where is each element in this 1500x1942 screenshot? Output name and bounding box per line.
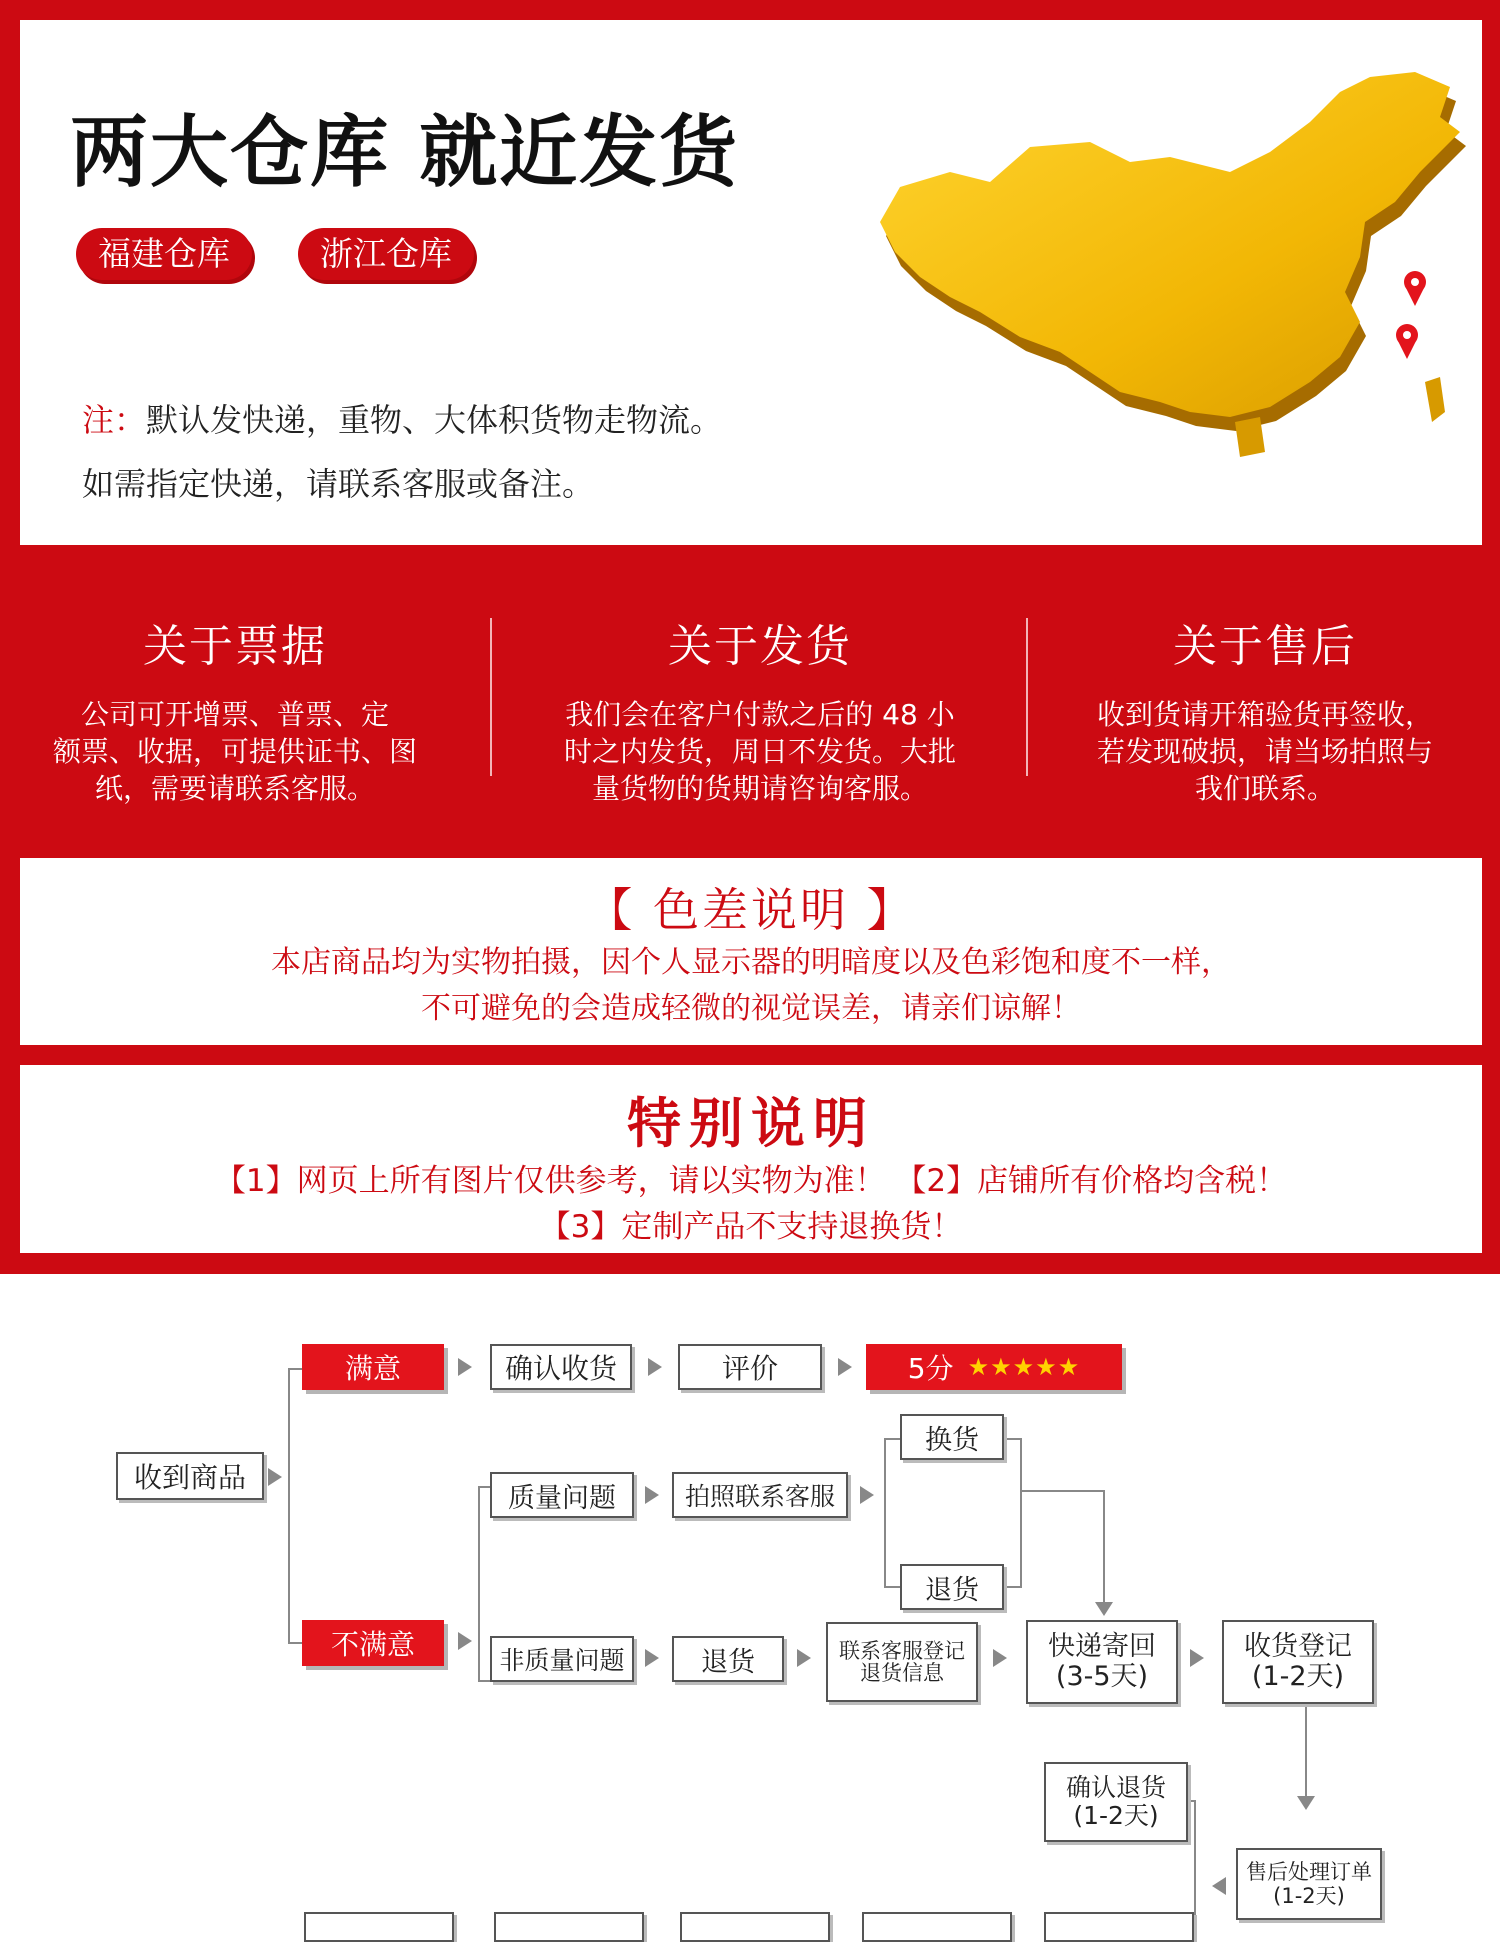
warehouse-panel — [20, 20, 1482, 545]
color-difference-line-2: 不可避免的会造成轻微的视觉误差，请亲们谅解！ — [421, 991, 1081, 1026]
exchange-step: 换货 — [900, 1414, 1004, 1460]
arrow-right-icon — [993, 1649, 1007, 1667]
connector — [884, 1586, 900, 1588]
unsatisfied-step: 不满意 — [302, 1620, 444, 1666]
color-difference-line-1: 本店商品均为实物拍摄，因个人显示器的明暗度以及色彩饱和度不一样， — [271, 945, 1231, 980]
after-sales-flowchart — [0, 1274, 1500, 1920]
page-title: 两大仓库 就近发货 — [70, 108, 740, 198]
shipping-line: 量货物的货期请咨询客服。 — [591, 772, 928, 805]
arrow-right-icon — [648, 1358, 662, 1376]
return-step: 退货 — [900, 1564, 1004, 1610]
connector — [478, 1486, 490, 1488]
arrow-right-icon — [458, 1358, 472, 1376]
special-notes-line-2: 【3】定制产品不支持退换货！ — [539, 1209, 963, 1245]
arrow-right-icon — [458, 1632, 472, 1650]
hainan-island — [1235, 417, 1265, 457]
color-difference-title: 【 色差说明 】 — [586, 883, 916, 937]
confirm-return-line-1: 确认退货 — [1065, 1773, 1166, 1802]
shipping-note — [82, 388, 722, 516]
connector — [1022, 1490, 1104, 1492]
confirm-return-line-2: (1-2天) — [1073, 1801, 1159, 1830]
receipt-line-1: 收货登记 — [1244, 1631, 1352, 1662]
connector — [288, 1368, 302, 1370]
received-goods-step: 收到商品 — [116, 1452, 264, 1500]
after-sales-line: 收到货请开箱验货再签收， — [1096, 698, 1433, 731]
shipping-line: 我们会在客户付款之后的 48 小 — [565, 698, 955, 731]
note-line-1: 默认发快递，重物、大体积货物走物流。 — [146, 401, 723, 439]
satisfied-step: 满意 — [302, 1344, 444, 1390]
shipping-info — [520, 610, 1000, 807]
invoice-title: 关于票据 — [143, 621, 327, 672]
after-sales-line-2: (1-2天) — [1273, 1884, 1345, 1908]
review-step: 评价 — [678, 1344, 822, 1390]
arrow-down-icon — [1297, 1796, 1315, 1810]
express-line-2: (3-5天) — [1055, 1661, 1149, 1692]
star-icon: ★★★★★ — [967, 1353, 1081, 1381]
photo-contact-service-step: 拍照联系客服 — [672, 1472, 848, 1518]
score-label: 5分 — [907, 1352, 954, 1385]
special-notes-box — [20, 1065, 1482, 1253]
register-line-2: 退货信息 — [860, 1661, 944, 1685]
after-sales-order-step — [1236, 1848, 1382, 1920]
invoice-line: 公司可开增票、普票、定 — [80, 698, 389, 731]
invoice-line: 额票、收据，可提供证书、图 — [52, 735, 417, 768]
special-notes-title: 特别说明 — [627, 1092, 875, 1155]
flow-step-partial — [862, 1912, 1012, 1942]
after-sales-line: 若发现破损，请当场拍照与 — [1096, 735, 1433, 768]
note-line-2: 如需指定快递，请联系客服或备注。 — [82, 465, 595, 503]
flow-step-partial — [1044, 1912, 1194, 1942]
arrow-right-icon — [1190, 1649, 1204, 1667]
arrow-right-icon — [645, 1486, 659, 1504]
arrow-right-icon — [645, 1649, 659, 1667]
confirm-receipt-step: 确认收货 — [490, 1344, 632, 1390]
receipt-line-2: (1-2天) — [1251, 1661, 1345, 1692]
location-pin-icon — [1404, 271, 1426, 306]
flow-step-partial — [680, 1912, 830, 1942]
register-line-1: 联系客服登记 — [839, 1639, 965, 1663]
location-pin-icon — [1396, 324, 1418, 359]
shipping-title: 关于发货 — [668, 621, 852, 672]
color-difference-box — [20, 858, 1482, 1045]
non-quality-issue-step: 非质量问题 — [490, 1636, 634, 1682]
express-return-step — [1026, 1620, 1178, 1704]
connector — [1305, 1702, 1307, 1802]
register-return-step — [826, 1622, 978, 1702]
connector — [478, 1680, 490, 1682]
connector — [1103, 1490, 1105, 1610]
warehouse-badge-zhejiang: 浙江仓库 — [298, 228, 474, 280]
connector — [1004, 1586, 1020, 1588]
china-map-icon — [840, 52, 1490, 562]
note-label: 注： — [82, 401, 147, 439]
after-sales-line: 我们联系。 — [1194, 772, 1335, 805]
connector — [288, 1368, 290, 1644]
arrow-right-icon — [838, 1358, 852, 1376]
special-notes-line-1: 【1】网页上所有图片仅供参考，请以实物为准！ 【2】店铺所有价格均含税！ — [214, 1163, 1288, 1199]
after-sales-title: 关于售后 — [1173, 621, 1357, 672]
receipt-registration-step — [1222, 1620, 1374, 1704]
arrow-left-icon — [1212, 1877, 1226, 1895]
arrow-down-icon — [1095, 1602, 1113, 1616]
express-line-1: 快递寄回 — [1048, 1631, 1156, 1662]
connector — [1020, 1438, 1022, 1588]
flow-step-partial — [494, 1912, 644, 1942]
arrow-right-icon — [268, 1468, 282, 1486]
flow-step-partial — [304, 1912, 454, 1942]
connector — [1194, 1800, 1196, 1920]
return-step-2: 退货 — [672, 1636, 784, 1682]
after-sales-info — [1060, 610, 1470, 807]
invoice-info — [30, 610, 440, 807]
connector — [478, 1486, 480, 1682]
connector — [288, 1642, 302, 1644]
shipping-line: 时之内发货，周日不发货。大批 — [563, 735, 956, 768]
five-star-rating — [866, 1344, 1122, 1390]
warehouse-badge-fujian: 福建仓库 — [76, 228, 252, 280]
confirm-return-step — [1044, 1762, 1188, 1842]
divider — [490, 618, 492, 776]
divider — [1026, 618, 1028, 776]
connector — [884, 1438, 900, 1440]
after-sales-line-1: 售后处理订单 — [1246, 1860, 1372, 1884]
taiwan-island — [1425, 377, 1445, 422]
connector — [884, 1438, 886, 1588]
arrow-right-icon — [797, 1649, 811, 1667]
connector — [1004, 1438, 1020, 1440]
arrow-right-icon — [860, 1486, 874, 1504]
invoice-line: 纸，需要请联系客服。 — [94, 772, 375, 805]
quality-issue-step: 质量问题 — [490, 1472, 634, 1518]
